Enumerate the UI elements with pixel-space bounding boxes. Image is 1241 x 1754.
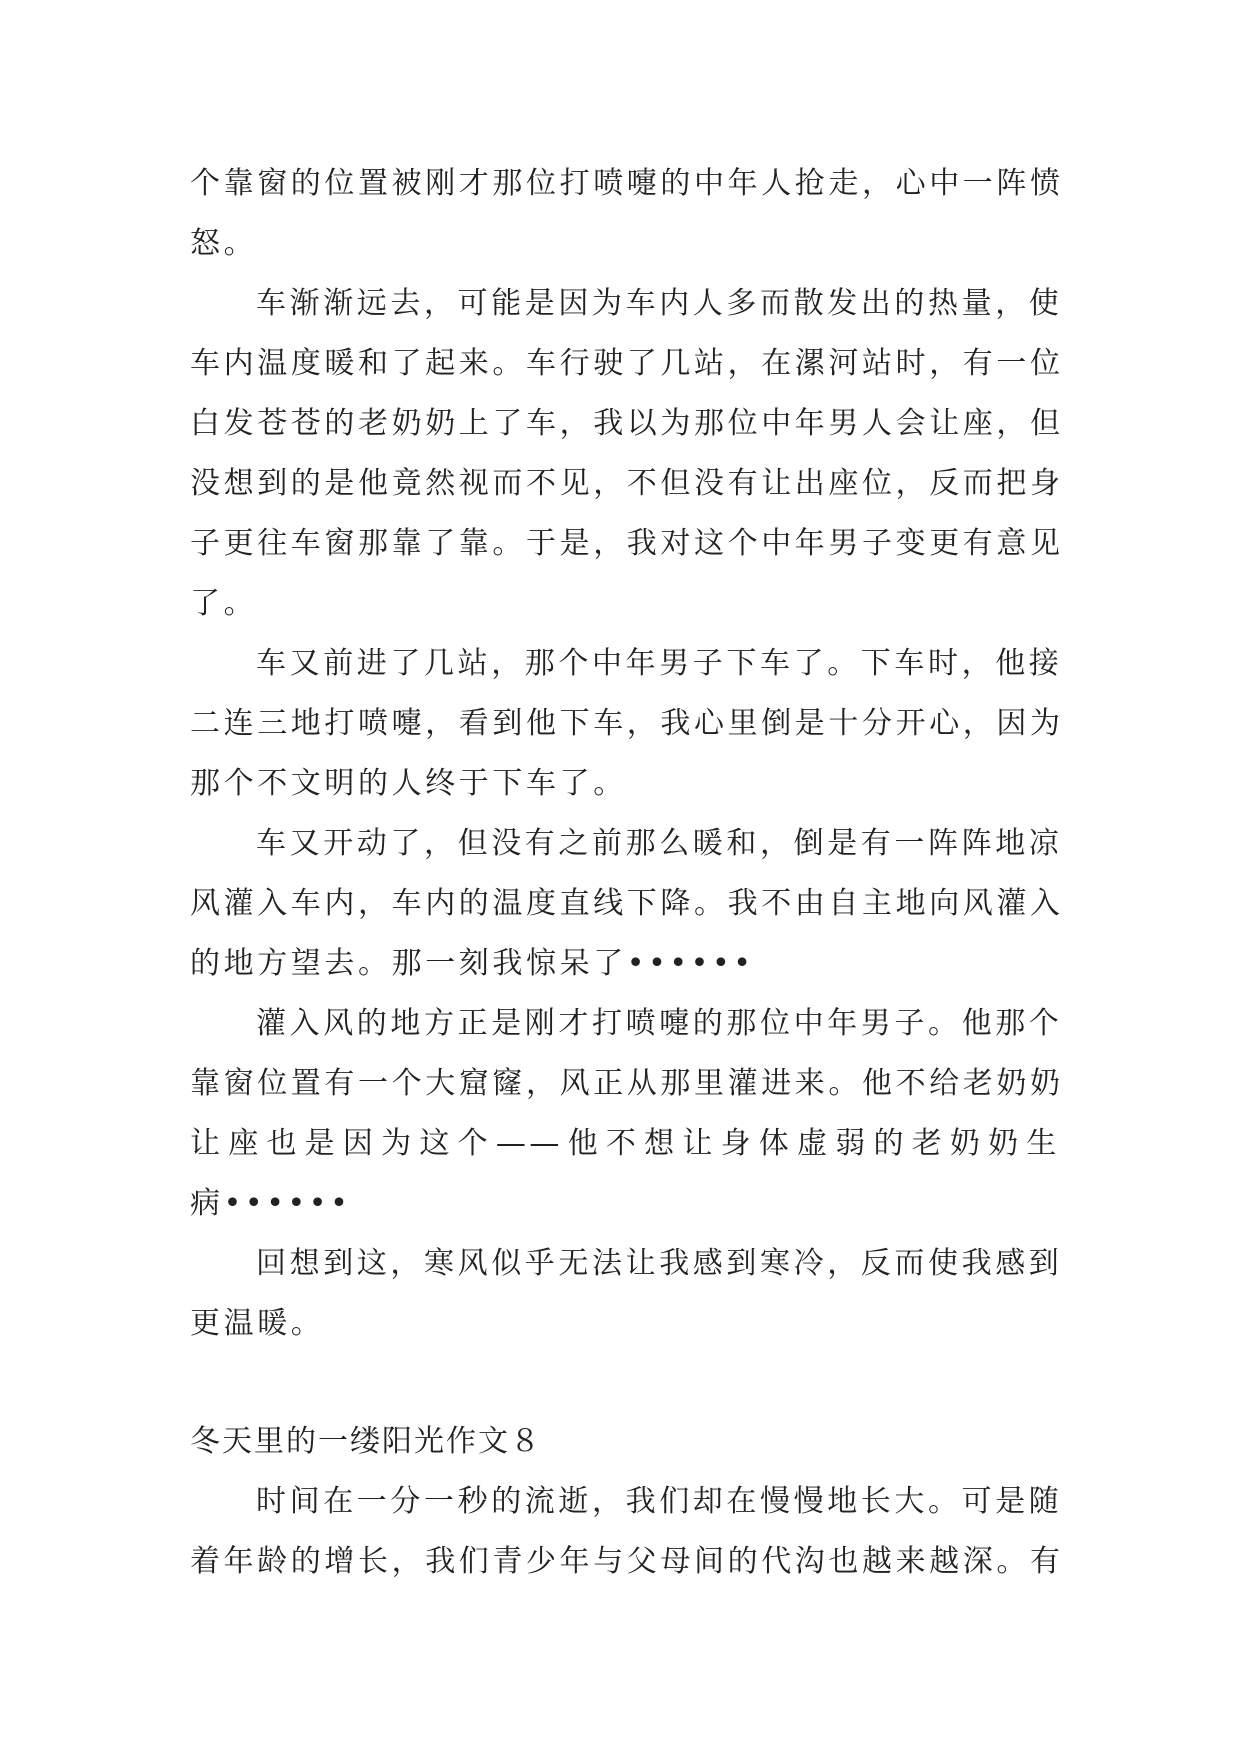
text-line: 了。 — [190, 586, 258, 621]
text-line: 二连三地打喷嚏，看到他下车，我心里倒是十分开心，因为 — [190, 706, 1064, 741]
text-line: 着年龄的增长，我们青少年与父母间的代沟也越来越深。有 — [190, 1544, 1064, 1579]
paragraph — [190, 274, 1064, 634]
paragraph — [190, 154, 1064, 274]
paragraph — [190, 1234, 1063, 1354]
document-body — [190, 154, 1064, 1592]
text-line: 让座也是因为这个——他不想让身体虚弱的老奶奶生 — [190, 1126, 1060, 1161]
text-line: 时间在一分一秒的流逝，我们却在慢慢地长大。可是随 — [256, 1484, 1063, 1519]
text-line: 子更往车窗那靠了靠。于是，我对这个中年男子变更有意见 — [190, 526, 1064, 561]
text-line: 那个不文明的人终于下车了。 — [190, 766, 627, 801]
paragraph — [190, 634, 1064, 814]
paragraph — [190, 994, 1064, 1234]
paragraph — [190, 1472, 1064, 1592]
text-line: 白发苍苍的老奶奶上了车，我以为那位中年男人会让座，但 — [190, 406, 1064, 441]
text-line: 病•••••• — [190, 1186, 352, 1221]
paragraph — [190, 814, 1064, 994]
text-line: 更温暖。 — [190, 1306, 325, 1341]
section-heading: 冬天里的一缕阳光作文８ — [190, 1424, 542, 1459]
text-line: 车又开动了，但没有之前那么暖和，倒是有一阵阵地凉 — [256, 826, 1063, 861]
text-line: 没想到的是他竟然视而不见，不但没有让出座位，反而把身 — [190, 466, 1064, 501]
text-line: 车渐渐远去，可能是因为车内人多而散发出的热量，使 — [256, 286, 1063, 321]
text-line: 靠窗位置有一个大窟窿，风正从那里灌进来。他不给老奶奶 — [190, 1066, 1064, 1101]
text-line: 个靠窗的位置被刚才那位打喷嚏的中年人抢走，心中一阵愤 — [190, 166, 1064, 201]
text-line: 车内温度暖和了起来。车行驶了几站，在漯河站时，有一位 — [190, 346, 1064, 381]
text-line: 的地方望去。那一刻我惊呆了•••••• — [190, 946, 755, 981]
text-line: 回想到这，寒风似乎无法让我感到寒冷，反而使我感到 — [256, 1246, 1063, 1281]
text-line: 车又前进了几站，那个中年男子下车了。下车时，他接 — [256, 646, 1063, 681]
text-line: 风灌入车内，车内的温度直线下降。我不由自主地向风灌入 — [190, 886, 1064, 921]
text-line: 怒。 — [190, 226, 258, 261]
text-line: 灌入风的地方正是刚才打喷嚏的那位中年男子。他那个 — [256, 1006, 1063, 1041]
